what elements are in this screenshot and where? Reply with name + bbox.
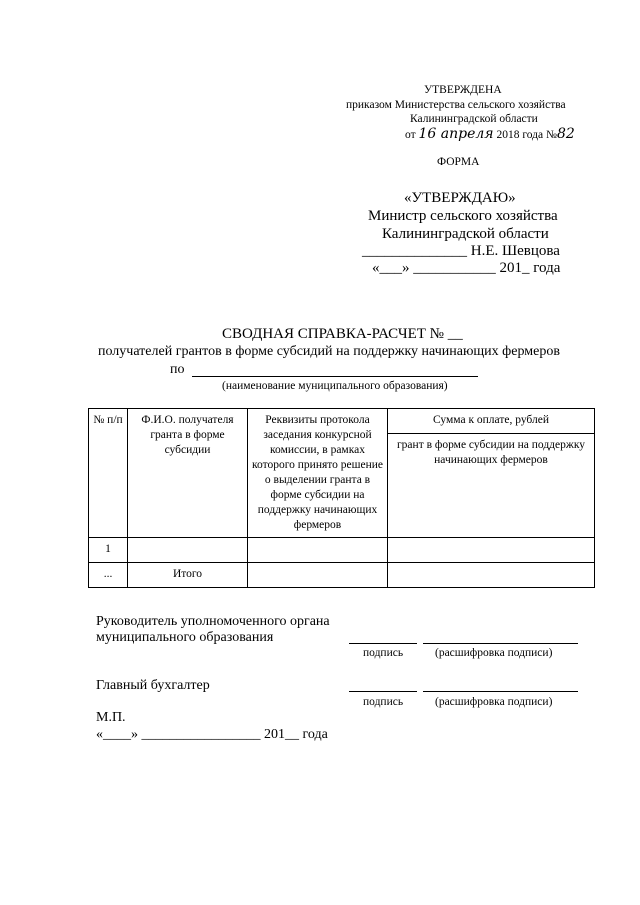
head-label-1: Руководитель уполномоченного органа: [96, 614, 330, 629]
approval-line-2: Калининградской области: [410, 113, 538, 125]
approval-from-label: от: [405, 129, 416, 141]
head-label-2: муниципального образования: [96, 630, 274, 645]
approval-number-handwritten: 82: [556, 126, 575, 142]
approval-year: 2018 года №: [496, 129, 557, 141]
table-row: [89, 563, 595, 588]
row-1-fio: [128, 538, 248, 563]
doc-subtitle: получателей грантов в форме субсидий на поддержку начинающих фермеров: [98, 344, 560, 359]
head-podpis-caption: подпись: [363, 647, 404, 659]
doc-po-caption: (наименование муниципального образования): [222, 380, 448, 392]
confirm-line-2: Калининградской области: [382, 226, 549, 242]
accountant-podpis-caption: подпись: [363, 696, 404, 708]
approval-date-handwritten: 16 апреля: [418, 126, 494, 142]
signature-date-line: «____» _________________ 201__ года: [96, 727, 328, 742]
head-sign-line: [349, 643, 417, 644]
summary-table: [88, 408, 595, 588]
doc-title: СВОДНАЯ СПРАВКА-РАСЧЕТ № __: [222, 326, 463, 342]
accountant-sign-line: [349, 691, 417, 692]
header-rekv: Реквизиты протокола заседания конкурсной комиссии, в рамках которого принято решение о выделении гранта в форме субсидии на поддержку начинающих фермеров: [248, 409, 388, 538]
accountant-rasshifrovka-caption: (расшифровка подписи): [435, 696, 553, 708]
head-name-line: [423, 643, 578, 644]
accountant-label: Главный бухгалтер: [96, 678, 210, 693]
approval-status: УТВЕРЖДЕНА: [424, 84, 502, 96]
approval-line-1: приказом Министерства сельского хозяйства: [346, 99, 566, 111]
head-rasshifrovka-caption: (расшифровка подписи): [435, 647, 553, 659]
confirm-sign-line: ______________ Н.Е. Шевцова: [362, 243, 560, 259]
mp-label: М.П.: [96, 710, 126, 725]
table-row: [89, 538, 595, 563]
header-fio: Ф.И.О. получателя гранта в форме субсидии: [128, 409, 248, 538]
row-total-num: ...: [89, 563, 128, 588]
row-1-sum: [388, 538, 595, 563]
row-1-rekv: [248, 538, 388, 563]
approval-date-line: [405, 126, 575, 142]
row-total-label: Итого: [128, 563, 248, 588]
doc-po-underline: [192, 376, 478, 377]
confirm-line-1: Министр сельского хозяйства: [368, 208, 558, 224]
row-total-rekv: [248, 563, 388, 588]
confirm-date-line: «___» ___________ 201_ года: [372, 260, 561, 276]
accountant-name-line: [423, 691, 578, 692]
form-label: ФОРМА: [437, 156, 480, 168]
confirm-title: «УТВЕРЖДАЮ»: [404, 190, 516, 206]
doc-po-label: по: [170, 362, 185, 377]
header-grant: грант в форме субсидии на поддержку начинающих фермеров: [388, 434, 595, 538]
header-sum: Сумма к оплате, рублей: [388, 409, 595, 434]
row-1-num: 1: [89, 538, 128, 563]
header-num: № п/п: [89, 409, 128, 538]
row-total-sum: [388, 563, 595, 588]
